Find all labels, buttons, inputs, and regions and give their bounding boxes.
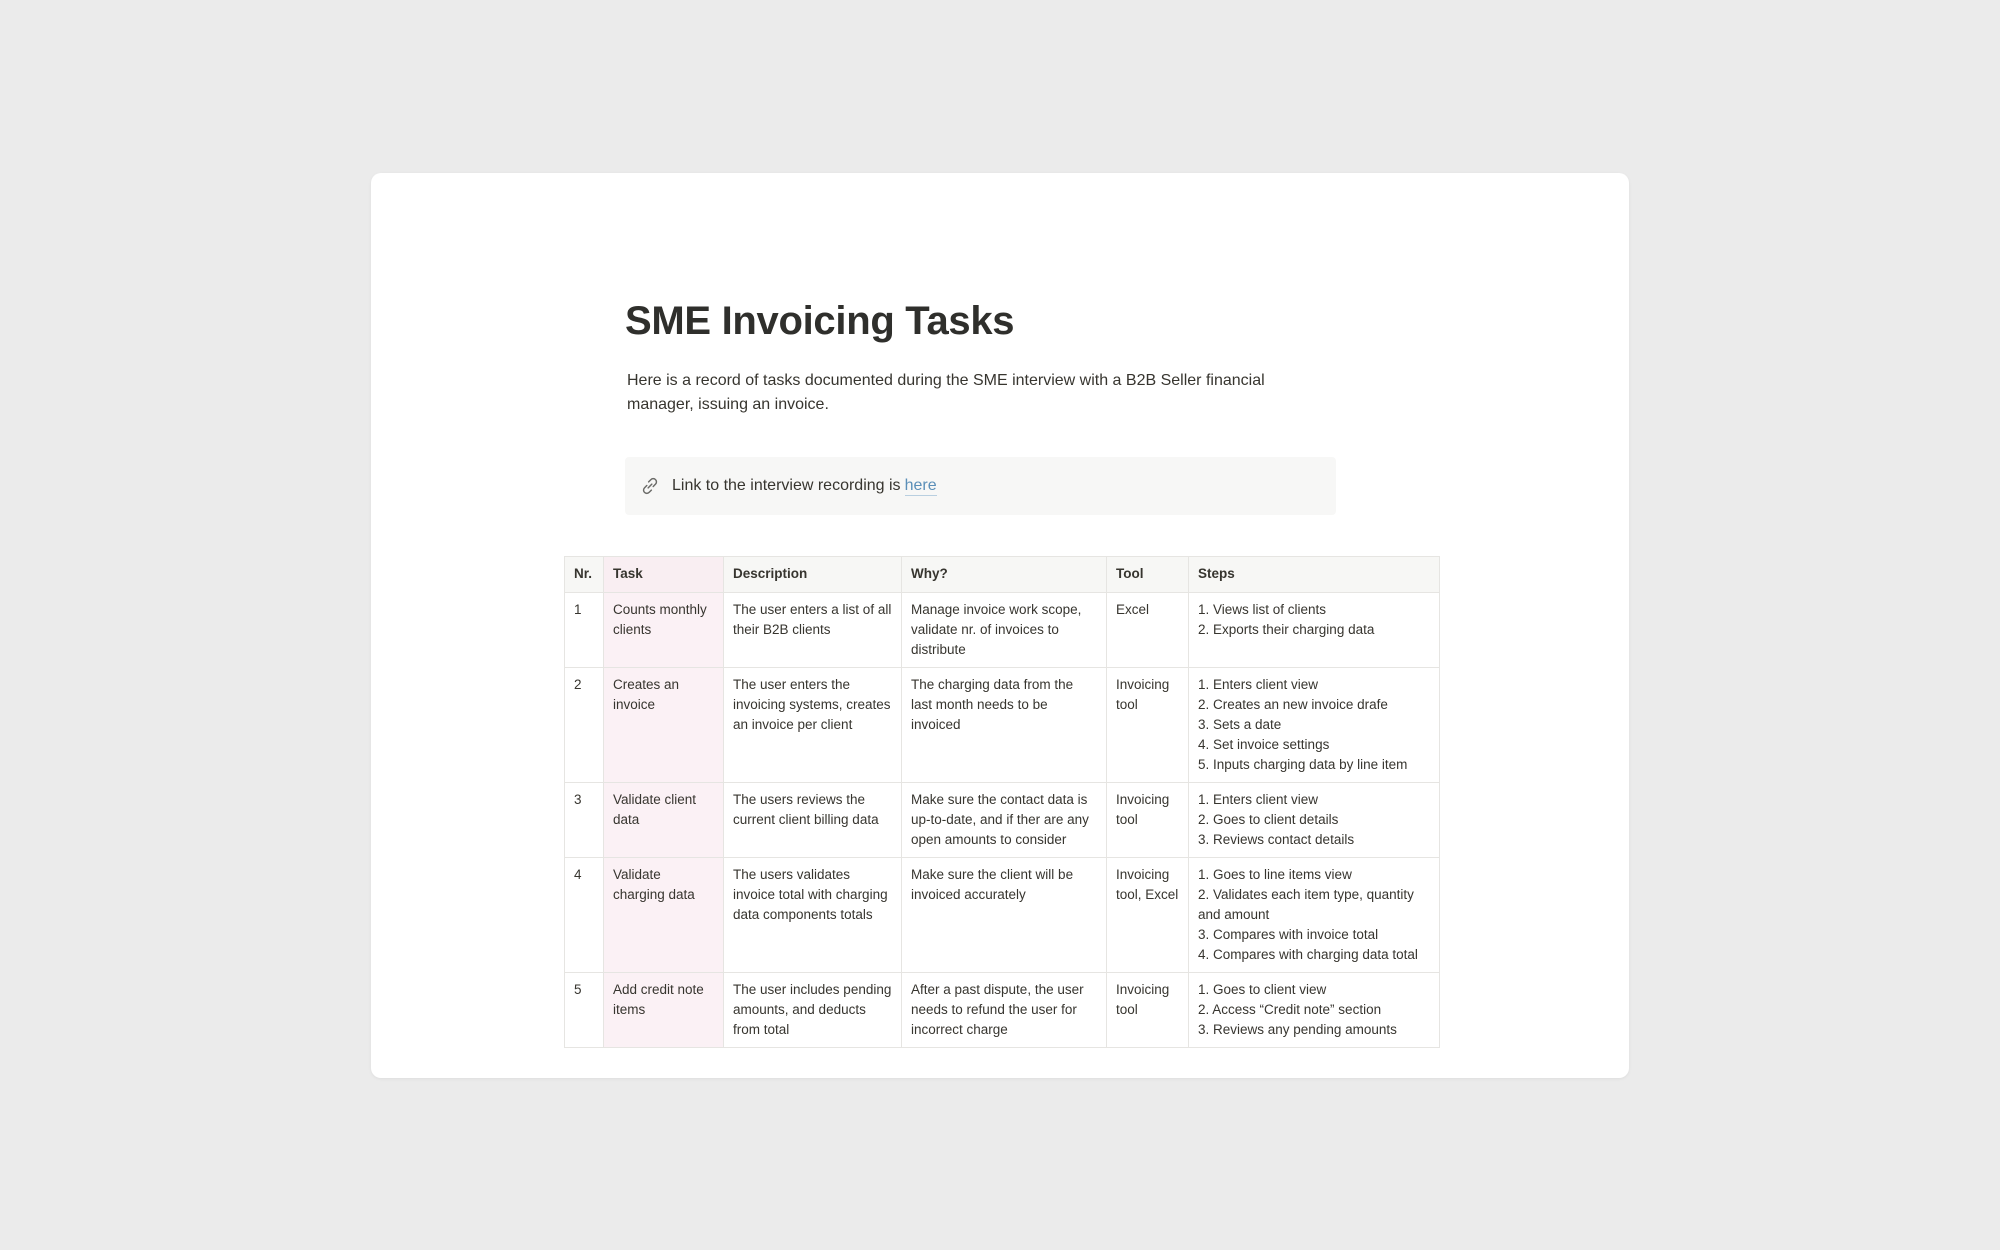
cell-description: The user enters a list of all their B2B clients	[724, 593, 902, 668]
cell-why: Make sure the contact data is up-to-date, and if ther are any open amounts to consider	[902, 783, 1107, 858]
table-row	[565, 593, 1440, 668]
link-icon	[639, 475, 661, 497]
table-row	[565, 973, 1440, 1048]
recording-link[interactable]: here	[904, 476, 937, 494]
header-task: Task	[604, 557, 724, 593]
step-item: 1. Goes to client view	[1198, 982, 1327, 997]
cell-nr: 2	[565, 668, 604, 783]
cell-tool: Invoicing tool	[1107, 668, 1189, 783]
header-description: Description	[724, 557, 902, 593]
intro-paragraph: Here is a record of tasks documented during the SME interview with a B2B Seller financial manager, issuing an invoice.	[627, 372, 1265, 413]
cell-tool: Invoicing tool, Excel	[1107, 858, 1189, 973]
step-item: 2. Validates each item type, quantity and amount	[1198, 887, 1414, 922]
cell-description: The users reviews the current client billing data	[724, 783, 902, 858]
step-item: 2. Access “Credit note” section	[1198, 1002, 1382, 1017]
header-steps: Steps	[1189, 557, 1440, 593]
cell-description: The user enters the invoicing systems, creates an invoice per client	[724, 668, 902, 783]
cell-description: The user includes pending amounts, and deducts from total	[724, 973, 902, 1048]
cell-description: The users validates invoice total with charging data components totals	[724, 858, 902, 973]
cell-steps	[1189, 668, 1440, 783]
cell-nr: 1	[565, 593, 604, 668]
step-item: 2. Creates an new invoice drafe	[1198, 697, 1388, 712]
cell-nr: 3	[565, 783, 604, 858]
cell-task: Counts monthly clients	[604, 593, 724, 668]
step-item: 3. Compares with invoice total	[1198, 927, 1379, 942]
table-row	[565, 668, 1440, 783]
cell-task: Creates an invoice	[604, 668, 724, 783]
cell-task: Add credit note items	[604, 973, 724, 1048]
cell-why: The charging data from the last month needs to be invoiced	[902, 668, 1107, 783]
cell-steps	[1189, 593, 1440, 668]
cell-tool: Invoicing tool	[1107, 973, 1189, 1048]
cell-why: After a past dispute, the user needs to refund the user for incorrect charge	[902, 973, 1107, 1048]
table-row	[565, 783, 1440, 858]
cell-task: Validate client data	[604, 783, 724, 858]
tasks-table	[564, 556, 1440, 1048]
cell-steps	[1189, 973, 1440, 1048]
cell-tool: Invoicing tool	[1107, 783, 1189, 858]
step-item: 3. Reviews contact details	[1198, 832, 1355, 847]
step-item: 4. Compares with charging data total	[1198, 947, 1418, 962]
table-row	[565, 858, 1440, 973]
step-item: 2. Goes to client details	[1198, 812, 1339, 827]
header-nr: Nr.	[565, 557, 604, 593]
header-tool: Tool	[1107, 557, 1189, 593]
step-item: 2. Exports their charging data	[1198, 622, 1375, 637]
step-item: 1. Enters client view	[1198, 792, 1319, 807]
callout-text: Link to the interview recording is	[672, 477, 901, 494]
cell-why: Make sure the client will be invoiced accurately	[902, 858, 1107, 973]
table-header-row	[565, 557, 1440, 593]
cell-nr: 5	[565, 973, 604, 1048]
step-item: 5. Inputs charging data by line item	[1198, 757, 1408, 772]
step-item: 3. Sets a date	[1198, 717, 1282, 732]
cell-nr: 4	[565, 858, 604, 973]
cell-steps	[1189, 858, 1440, 973]
step-item: 1. Goes to line items view	[1198, 867, 1352, 882]
cell-steps	[1189, 783, 1440, 858]
cell-task: Validate charging data	[604, 858, 724, 973]
step-item: 4. Set invoice settings	[1198, 737, 1330, 752]
step-item: 1. Views list of clients	[1198, 602, 1327, 617]
cell-why: Manage invoice work scope, validate nr. of invoices to distribute	[902, 593, 1107, 668]
document-page	[371, 173, 1629, 1078]
step-item: 3. Reviews any pending amounts	[1198, 1022, 1397, 1037]
recording-callout	[625, 457, 1336, 515]
header-why: Why?	[902, 557, 1107, 593]
page-title: SME Invoicing Tasks	[625, 299, 1015, 343]
step-item: 1. Enters client view	[1198, 677, 1319, 692]
cell-tool: Excel	[1107, 593, 1189, 668]
